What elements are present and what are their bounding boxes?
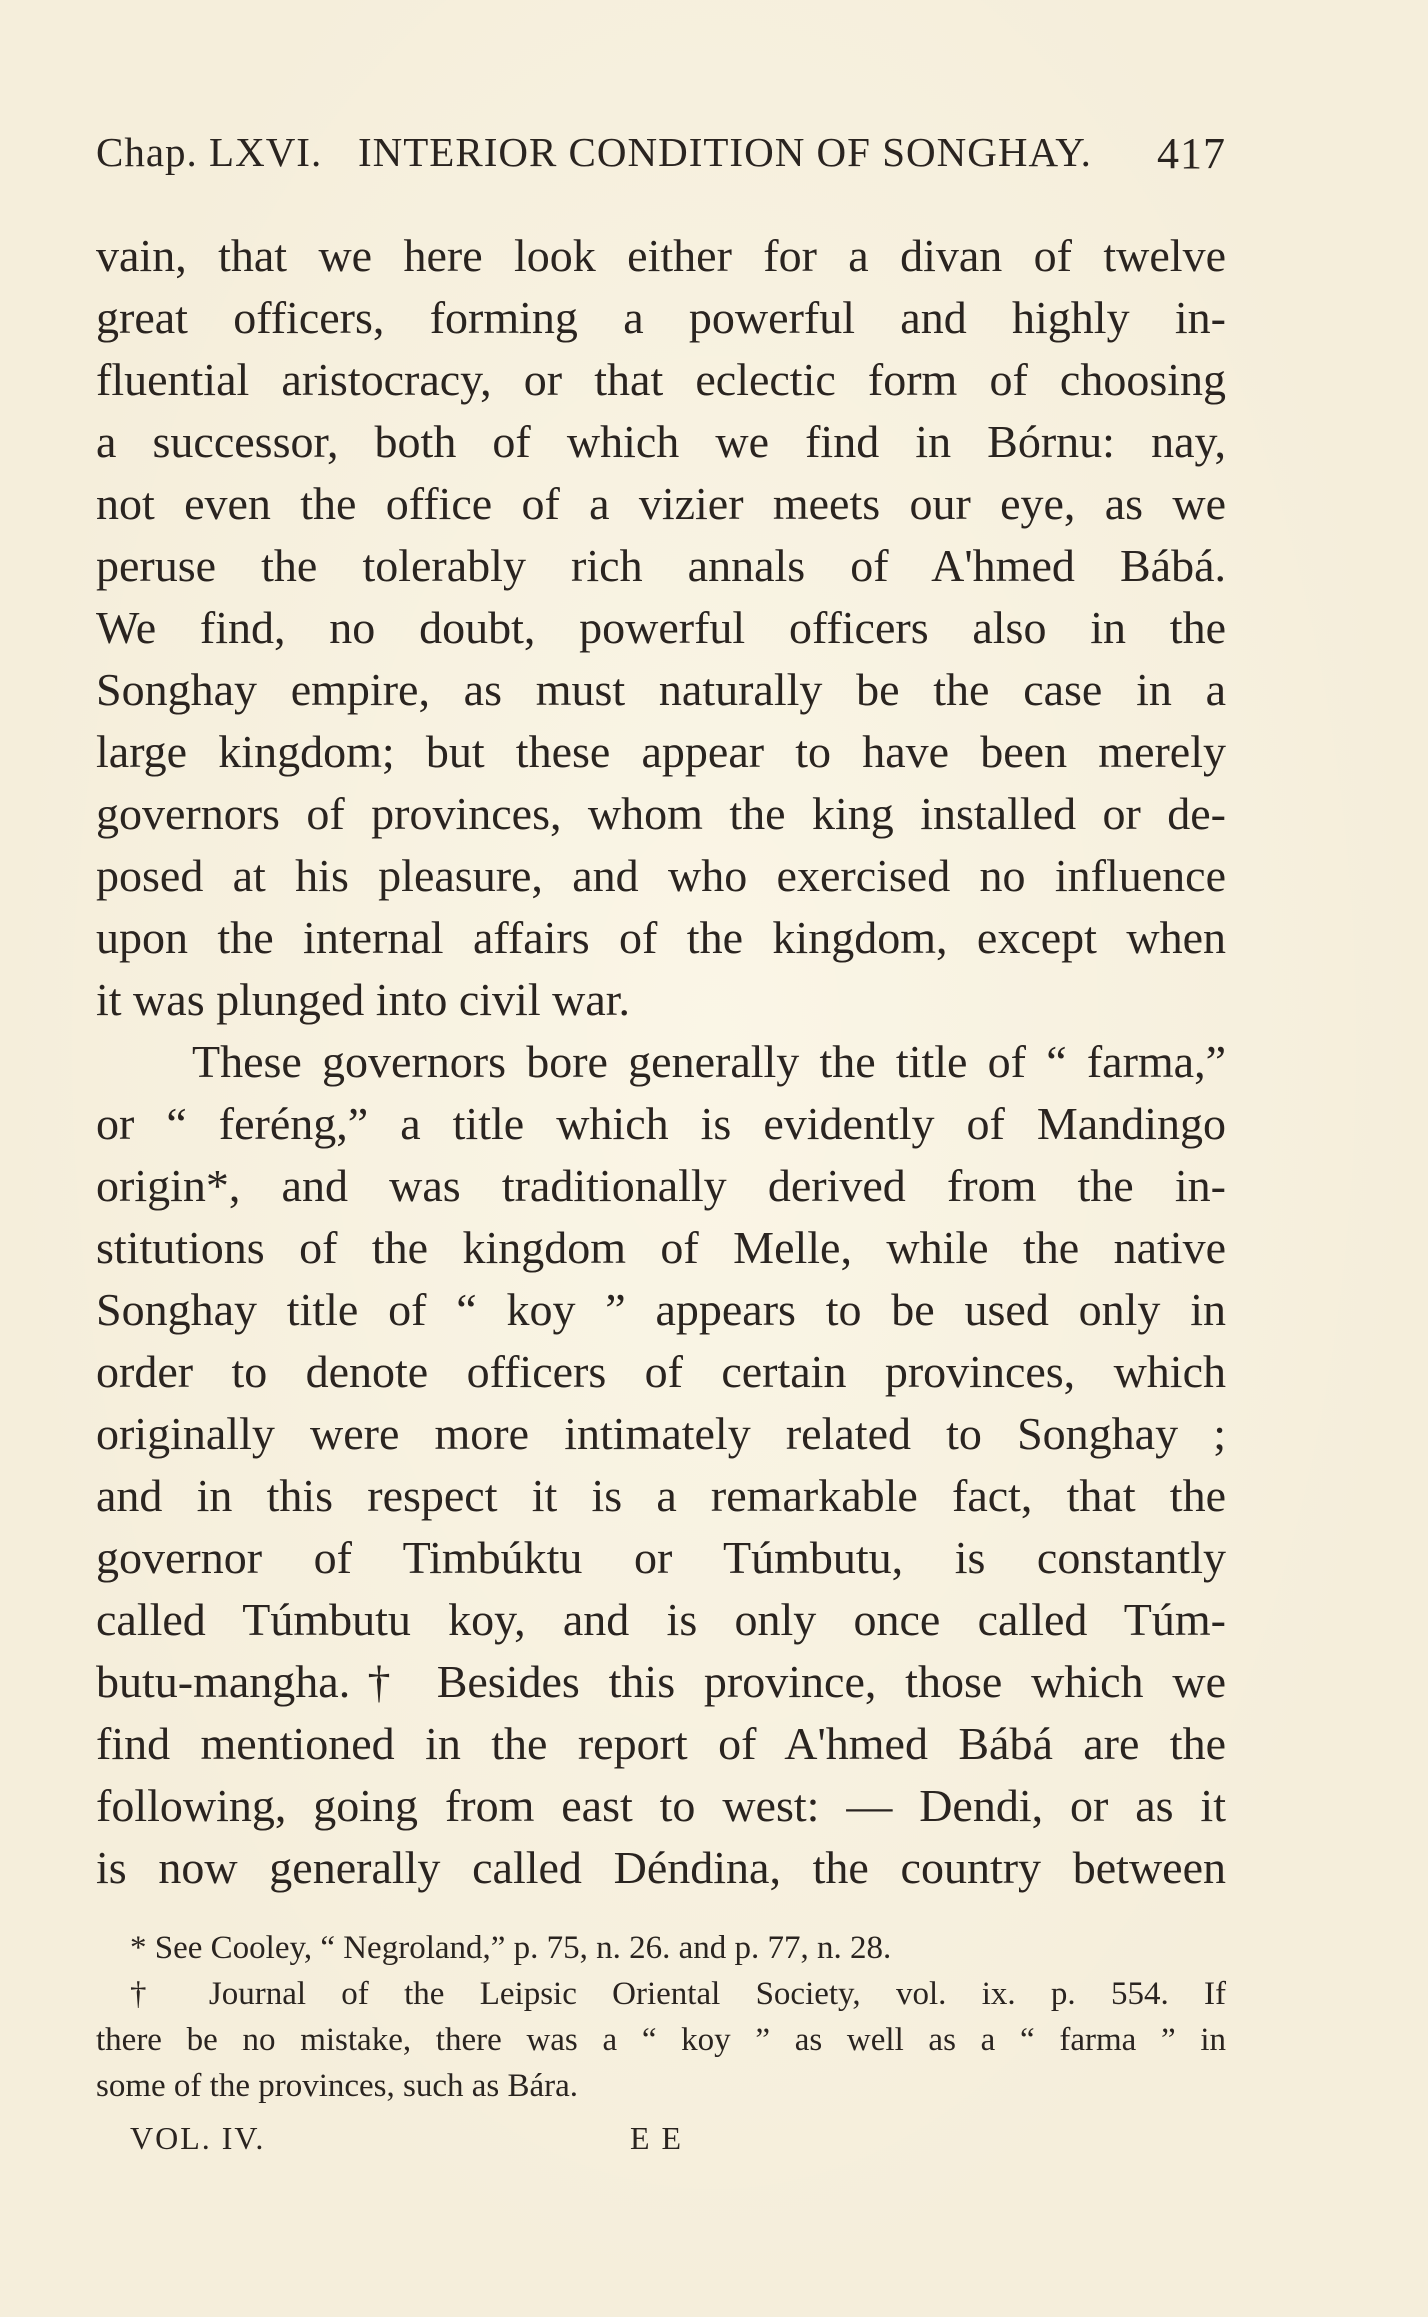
footnote-line: some of the provinces, such as Bára. (96, 2068, 579, 2104)
text-line: Songhay title of “ koy ” appears to be used only in (96, 1284, 1226, 1335)
text-line: or “ feréng,” a title which is evidently of Mandingo (96, 1098, 1226, 1149)
text-line: it was plunged into civil war. (96, 974, 631, 1025)
text-line: origin*, and was traditionally derived from the in- (96, 1160, 1226, 1211)
page-number: 417 (1157, 129, 1226, 178)
footnote-line: there be no mistake, there was a “ koy ” as well as a “ farma ” in (96, 2022, 1226, 2058)
text-line: butu-mangha.† Besides this province, those which we (96, 1656, 1226, 1707)
footnotes (96, 1925, 1226, 2109)
text-line: large kingdom; but these appear to have been merely (96, 726, 1226, 777)
text-line: governors of provinces, whom the king installed or de- (96, 788, 1226, 839)
text-line: find mentioned in the report of A'hmed Bábá are the (96, 1718, 1226, 1769)
text-line: upon the internal affairs of the kingdom, except when (96, 912, 1226, 963)
text-line: and in this respect it is a remarkable fact, that the (96, 1470, 1226, 1521)
text-line: a successor, both of which we find in Bórnu: nay, (96, 416, 1226, 467)
text-line: posed at his pleasure, and who exercised no influence (96, 850, 1226, 901)
text-line: order to denote officers of certain provinces, which (96, 1346, 1226, 1397)
running-header (96, 128, 1226, 188)
text-line: not even the office of a vizier meets our eye, as we (96, 478, 1226, 529)
text-line: fluential aristocracy, or that eclectic form of choosing (96, 354, 1226, 405)
footnote-line: † Journal of the Leipsic Oriental Society, vol. ix. p. 554. If (130, 1976, 1226, 2012)
running-title: INTERIOR CONDITION OF SONGHAY. (358, 129, 1092, 175)
main-text (96, 225, 1226, 1899)
text-line: following, going from east to west: — Dendi, or as it (96, 1780, 1226, 1831)
text-line: peruse the tolerably rich annals of A'hmed Bábá. (96, 540, 1226, 591)
text-line: Songhay empire, as must naturally be the case in a (96, 664, 1226, 715)
signature-line (130, 2120, 830, 2170)
text-line: originally were more intimately related to Songhay ; (96, 1408, 1226, 1459)
signature-mark: E E (630, 2120, 684, 2156)
text-line: called Túmbutu koy, and is only once called Túm- (96, 1594, 1226, 1645)
text-line: governor of Timbúktu or Túmbutu, is constantly (96, 1532, 1226, 1583)
text-line: vain, that we here look either for a divan of twelve (96, 230, 1226, 281)
text-line: We find, no doubt, powerful officers also in the (96, 602, 1226, 653)
text-line: is now generally called Déndina, the country between (96, 1842, 1226, 1893)
volume-label: VOL. IV. (130, 2120, 266, 2156)
chapter-label: Chap. LXVI. (96, 129, 323, 175)
text-line: These governors bore generally the title of “ farma,” (192, 1036, 1226, 1087)
footnote-line: * See Cooley, “ Negroland,” p. 75, n. 26. and p. 77, n. 28. (130, 1930, 892, 1966)
text-line: stitutions of the kingdom of Melle, while the native (96, 1222, 1226, 1273)
text-line: great officers, forming a powerful and highly in- (96, 292, 1226, 343)
